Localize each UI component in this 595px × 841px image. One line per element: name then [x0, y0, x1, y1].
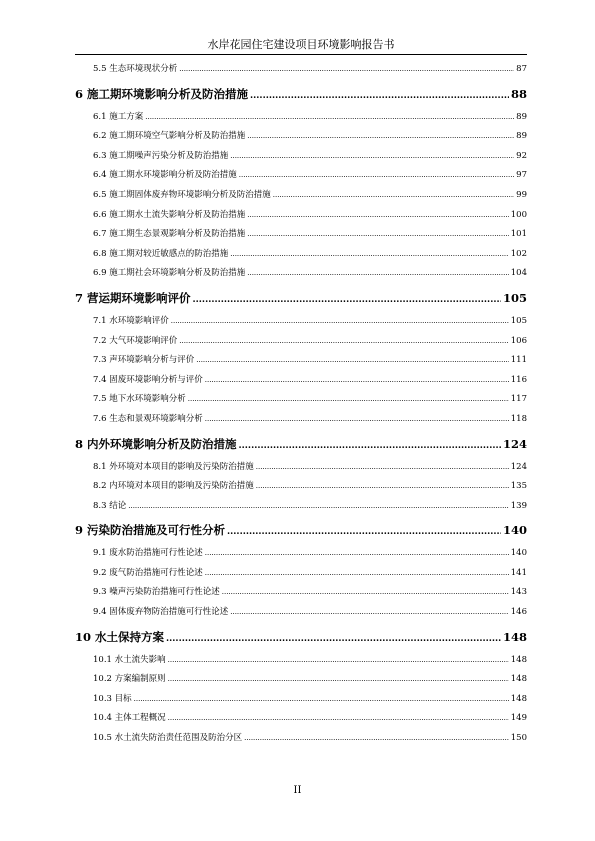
toc-entry-text: 方案编制原则 [114, 674, 166, 685]
toc-section-entry[interactable] [75, 166, 527, 186]
toc-entry-text: 废气防治措施可行性论述 [109, 567, 203, 578]
toc-page-number: 101 [510, 229, 527, 240]
header-rule [75, 54, 527, 55]
toc-entry-number: 9 [75, 523, 84, 538]
toc-entry-title [93, 477, 255, 497]
toc-entry-text: 地下水环境影响分析 [109, 394, 186, 405]
toc-entry-text: 大气环境影响评价 [109, 335, 178, 346]
toc-entry-text: 生态环境现状分析 [109, 64, 178, 74]
dot-leader [171, 312, 509, 332]
dot-leader [168, 651, 509, 671]
dot-leader [196, 351, 509, 371]
dot-leader [222, 583, 509, 603]
toc-page-number: 105 [510, 315, 527, 326]
toc-page-number: 124 [502, 436, 527, 451]
toc-entry-number: 6.6 [93, 209, 107, 220]
dot-leader [188, 390, 509, 410]
toc-entry-title [93, 603, 229, 623]
dot-leader [230, 147, 514, 167]
toc-section-entry[interactable] [75, 351, 527, 371]
toc-page-number: 135 [510, 481, 527, 492]
toc-entry-text: 施工期社会环境影响分析及防治措施 [109, 268, 246, 279]
toc-entry-number: 9.4 [93, 607, 107, 618]
toc-entry-number: 6.9 [93, 268, 107, 279]
dot-leader [168, 709, 509, 729]
toc-page-number: 143 [510, 587, 527, 598]
toc-entry-number: 9.2 [93, 567, 107, 578]
dot-leader [179, 60, 514, 80]
toc-page-number: 124 [510, 461, 527, 472]
dot-leader [239, 166, 514, 186]
toc-section-entry[interactable] [75, 670, 527, 690]
toc-entry-number: 5.5 [93, 64, 107, 74]
toc-entry-title [93, 147, 229, 167]
toc-entry-text: 外环境对本项目的影响及污染防治措施 [109, 461, 254, 472]
toc-entry-text: 污染防治措施及可行性分析 [87, 523, 226, 538]
toc-entry-title [93, 206, 246, 226]
dot-leader [179, 332, 509, 352]
toc-entry-title [93, 60, 178, 80]
toc-entry-number: 6.7 [93, 229, 107, 240]
toc-entry-text: 固体废弃物防治措施可行性论述 [109, 607, 229, 618]
toc-entry-title [93, 564, 204, 584]
toc-entry-title [93, 390, 187, 410]
toc-entry-number: 6.4 [93, 170, 107, 181]
toc-page-number: 117 [510, 394, 527, 405]
toc-page-number: 106 [510, 335, 527, 346]
toc-entry-number: 10 [75, 629, 92, 644]
toc-page-number: 146 [510, 607, 527, 618]
toc-page-number: 139 [510, 500, 527, 511]
toc-page-number: 149 [510, 713, 527, 724]
toc-entry-number: 7.5 [93, 394, 107, 405]
toc-entry-number: 6.1 [93, 111, 107, 122]
toc-entry-number: 7.3 [93, 355, 107, 366]
toc-entry-number: 9.1 [93, 548, 107, 559]
toc-section-entry[interactable] [75, 544, 527, 564]
dot-leader [166, 623, 501, 653]
toc-page-number: 148 [510, 674, 527, 685]
toc-entry-title [93, 264, 246, 284]
toc-entry-title [93, 108, 144, 128]
toc-section-entry[interactable] [75, 564, 527, 584]
toc-entry-number: 10.5 [93, 733, 112, 744]
dot-leader [247, 225, 509, 245]
toc-page-number: 118 [510, 413, 527, 424]
toc-entry-title [93, 544, 204, 564]
toc-section-entry[interactable] [75, 458, 527, 478]
toc-entry-number: 7.1 [93, 315, 107, 326]
toc-entry-title [75, 623, 165, 651]
toc-entry-number: 6.5 [93, 189, 107, 200]
toc-page-number: 100 [510, 209, 527, 220]
toc-section-entry[interactable] [75, 410, 527, 430]
toc-section-entry[interactable] [75, 245, 527, 265]
dot-leader [247, 127, 514, 147]
toc-entry-title [75, 80, 249, 108]
toc-section-entry[interactable] [75, 390, 527, 410]
toc-page-number: 140 [502, 523, 527, 538]
toc-section-entry[interactable] [75, 497, 527, 517]
toc-section-entry[interactable] [75, 690, 527, 710]
dot-leader [239, 430, 501, 460]
dot-leader [256, 458, 509, 478]
toc-entry-text: 施工期水土流失影响分析及防治措施 [109, 209, 246, 220]
toc-entry-title [93, 312, 170, 332]
dot-leader [205, 371, 509, 391]
dot-leader [134, 690, 509, 710]
toc-entry-text: 主体工程概况 [114, 713, 166, 724]
toc-entry-text: 水环境影响评价 [109, 315, 169, 326]
toc-entry-number: 8 [75, 436, 84, 451]
toc-entry-title [93, 410, 204, 430]
toc-page-number: 88 [510, 86, 527, 101]
dot-leader [168, 670, 509, 690]
toc-entry-text: 营运期环境影响评价 [87, 290, 191, 305]
dot-leader [256, 477, 509, 497]
page-number: II [293, 785, 302, 796]
toc-section-entry[interactable] [75, 108, 527, 128]
toc-entry-title [93, 497, 127, 517]
dot-leader [230, 603, 509, 623]
toc-entry-number: 8.3 [93, 500, 107, 511]
toc-entry-number: 7.6 [93, 413, 107, 424]
table-of-contents [75, 60, 527, 749]
toc-entry-text: 内外环境影响分析及防治措施 [87, 436, 237, 451]
toc-section-entry[interactable] [75, 651, 527, 671]
toc-entry-text: 施工方案 [109, 111, 144, 122]
toc-entry-text: 水土保持方案 [95, 629, 165, 644]
toc-entry-title [93, 709, 167, 729]
toc-entry-title [75, 284, 192, 312]
toc-entry-number: 8.1 [93, 461, 107, 472]
toc-chapter-entry[interactable] [75, 623, 527, 651]
toc-page-number: 89 [516, 111, 527, 122]
toc-entry-number: 7.4 [93, 374, 107, 385]
dot-leader [247, 264, 509, 284]
toc-section-entry[interactable] [75, 603, 527, 623]
toc-entry-text: 施工期固体废弃物环境影响分析及防治措施 [109, 189, 271, 200]
dot-leader [250, 80, 509, 110]
toc-section-entry[interactable] [75, 709, 527, 729]
toc-page-number: 99 [516, 189, 527, 200]
toc-entry-title [93, 583, 221, 603]
toc-entry-text: 水土流失防治责任范围及防治分区 [114, 733, 243, 744]
toc-entry-number: 9.3 [93, 587, 107, 598]
toc-entry-text: 施工期环境影响分析及防治措施 [87, 86, 249, 101]
dot-leader [193, 284, 501, 314]
toc-page-number: 148 [510, 654, 527, 665]
dot-leader [145, 108, 514, 128]
dot-leader [128, 497, 509, 517]
dot-leader [227, 516, 501, 546]
toc-page-number: 97 [516, 170, 527, 181]
toc-chapter-entry[interactable] [75, 284, 527, 312]
toc-entry-text: 噪声污染防治措施可行性论述 [109, 587, 220, 598]
toc-entry-number: 10.3 [93, 693, 112, 704]
toc-chapter-entry[interactable] [75, 430, 527, 458]
toc-section-entry[interactable] [75, 312, 527, 332]
toc-entry-text: 施工期噪声污染分析及防治措施 [109, 150, 229, 161]
toc-section-entry[interactable] [75, 127, 527, 147]
toc-entry-text: 内环境对本项目的影响及污染防治措施 [109, 481, 254, 492]
dot-leader [273, 186, 514, 206]
toc-entry-title [93, 332, 178, 352]
toc-entry-title [93, 245, 229, 265]
toc-entry-text: 声环境影响分析与评价 [109, 355, 195, 366]
dot-leader [205, 564, 509, 584]
toc-page-number: 148 [502, 629, 527, 644]
toc-page-number: 89 [516, 131, 527, 142]
toc-entry-number: 6 [75, 86, 84, 101]
toc-page-number: 87 [516, 64, 527, 74]
toc-entry-text: 施工期对较近敏感点的防治措施 [109, 248, 229, 259]
toc-entry-title [93, 351, 195, 371]
toc-entry-number: 6.2 [93, 131, 107, 142]
toc-entry-number: 7 [75, 290, 84, 305]
toc-section-entry[interactable] [75, 264, 527, 284]
toc-entry-title [93, 371, 204, 391]
dot-leader [247, 206, 509, 226]
toc-section-entry[interactable] [75, 147, 527, 167]
toc-entry-title [93, 651, 167, 671]
toc-page-number: 148 [510, 693, 527, 704]
toc-entry-text: 施工期水环境影响分析及防治措施 [109, 170, 237, 181]
toc-entry-text: 水土流失影响 [114, 654, 166, 665]
toc-page-number: 105 [502, 290, 527, 305]
toc-entry-text: 施工期环境空气影响分析及防治措施 [109, 131, 246, 142]
toc-section-entry[interactable] [75, 225, 527, 245]
toc-entry-text: 固废环境影响分析与评价 [109, 374, 203, 385]
toc-entry-title [93, 670, 167, 690]
toc-entry-number: 7.2 [93, 335, 107, 346]
toc-page-number: 141 [510, 567, 527, 578]
toc-entry-number: 6.3 [93, 150, 107, 161]
toc-entry-number: 10.4 [93, 713, 112, 724]
toc-entry-number: 8.2 [93, 481, 107, 492]
toc-page-number: 116 [510, 374, 527, 385]
toc-chapter-entry[interactable] [75, 80, 527, 108]
toc-entry-text: 施工期生态景观影响分析及防治措施 [109, 229, 246, 240]
toc-entry-title [93, 690, 133, 710]
toc-entry-title [75, 516, 226, 544]
toc-entry-title [75, 430, 238, 458]
dot-leader [205, 544, 509, 564]
dot-leader [230, 245, 509, 265]
toc-section-entry[interactable] [75, 371, 527, 391]
toc-page-number: 150 [510, 733, 527, 744]
toc-page-number: 92 [516, 150, 527, 161]
toc-entry-title [93, 225, 246, 245]
running-header: 水岸花园住宅建设项目环境影响报告书 [207, 38, 395, 51]
toc-entry-number: 10.1 [93, 654, 112, 665]
toc-entry-text: 生态和景观环境影响分析 [109, 413, 203, 424]
toc-entry-title [93, 127, 246, 147]
toc-entry-text: 目标 [114, 693, 132, 704]
toc-section-entry[interactable] [75, 332, 527, 352]
toc-section-entry[interactable] [75, 583, 527, 603]
toc-entry-title [93, 729, 243, 749]
toc-entry-number: 6.8 [93, 248, 107, 259]
toc-page-number: 111 [510, 355, 527, 366]
toc-page-number: 102 [510, 248, 527, 259]
toc-section-entry[interactable] [75, 206, 527, 226]
toc-entry-text: 废水防治措施可行性论述 [109, 548, 203, 559]
toc-entry-number: 10.2 [93, 674, 112, 685]
dot-leader [244, 729, 509, 749]
toc-entry-title [93, 458, 255, 478]
toc-page-number: 104 [510, 268, 527, 279]
toc-section-entry[interactable] [75, 60, 527, 80]
toc-section-entry[interactable] [75, 729, 527, 749]
dot-leader [205, 410, 509, 430]
toc-entry-title [93, 166, 238, 186]
toc-entry-title [93, 186, 272, 206]
toc-page-number: 140 [510, 548, 527, 559]
toc-section-entry[interactable] [75, 186, 527, 206]
toc-entry-text: 结论 [109, 500, 127, 511]
toc-section-entry[interactable] [75, 477, 527, 497]
toc-chapter-entry[interactable] [75, 516, 527, 544]
